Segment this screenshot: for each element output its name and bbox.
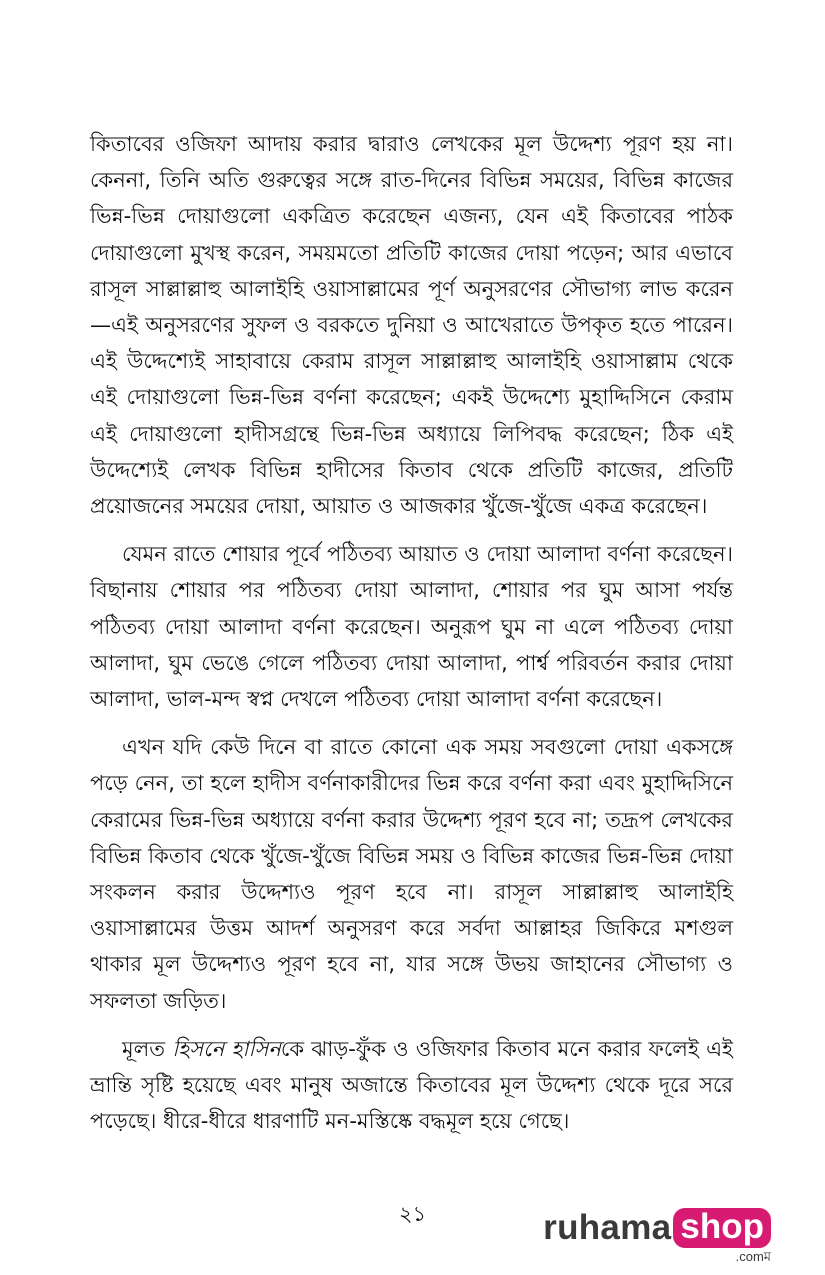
paragraph-1 [90,126,733,524]
brand-box: shop [673,1208,771,1248]
brand-watermark [543,1207,771,1264]
paragraph-3 [90,729,733,1019]
paragraph-1-text: কিতাবের ওজিফা আদায় করার দ্বারাও লেখকের মূল উদ্দেশ্য পূরণ হয় না। কেননা, তিনি অতি গুরুত্বের সঙ্গে রাত-দিনের বিভিন্ন সময়ের, বিভিন্ন কাজের ভিন্ন-ভিন্ন দোয়াগুলো একত্রিত করেছেন এজন্য, যেন এই কিতাবের পাঠক দোয়াগুলো মুখস্থ করেন, সময়মতো প্রতিটি কাজের দোয়া পড়েন; আর এভাবে রাসূল সাল্লাল্লাহু আলাইহি ওয়াসাল্লামের পূর্ণ অনুসরণের সৌভাগ্য লাভ করেন—এই অনুসরণের সুফল ও বরকতে দুনিয়া ও আখেরাতে উপকৃত হতে পারেন। এই উদ্দেশ্যেই সাহাবায়ে কেরাম রাসূল সাল্লাল্লাহু আলাইহি ওয়াসাল্লাম থেকে এই দোয়াগুলো ভিন্ন-ভিন্ন বর্ণনা করেছেন; একই উদ্দেশ্যে মুহাদ্দিসিনে কেরাম এই দোয়াগুলো হাদীসগ্রন্থে ভিন্ন-ভিন্ন অধ্যায়ে লিপিবদ্ধ করেছেন; ঠিক এই উদ্দেশ্যেই লেখক বিভিন্ন হাদীসের কিতাব থেকে প্রতিটি কাজের, প্রতিটি প্রয়োজনের সময়ের দোয়া, আয়াত ও আজকার খুঁজে-খুঁজে একত্র করেছেন। [90,132,733,519]
book-title-italic: হিসনে হাসিন [172,1036,281,1061]
body-text [90,126,733,1139]
brand-domain: .comম [735,1249,771,1264]
page-number: ২১ [398,1202,427,1226]
paragraph-4 [90,1031,733,1140]
paragraph-4-text-end: কে ঝাড়-ফুঁক ও ওজিফার কিতাব মনে করার ফলেই এই ভ্রান্তি সৃষ্টি হয়েছে এবং মানুষ অজান্তে কিতাবের মূল উদ্দেশ্য থেকে দূরে সরে পড়েছে। ধীরে-ধীরে ধারণাটি মন-মস্তিষ্কে বদ্ধমূল হয়ে গেছে। [90,1036,733,1134]
paragraph-4-text-start: মূলত [122,1036,173,1061]
brand-box-wrap [673,1207,771,1264]
brand-name: ruhama [543,1208,672,1247]
paragraph-3-text: এখন যদি কেউ দিনে বা রাতে কোনো এক সময় সবগুলো দোয়া একসঙ্গে পড়ে নেন, তা হলে হাদীস বর্ণনাকারীদের ভিন্ন করে বর্ণনা করা এবং মুহাদ্দিসিনে কেরামের ভিন্ন-ভিন্ন অধ্যায়ে বর্ণনা করার উদ্দেশ্য পূরণ হবে না; তদ্রূপ লেখকের বিভিন্ন কিতাব থেকে খুঁজে-খুঁজে বিভিন্ন সময় ও বিভিন্ন কাজের ভিন্ন-ভিন্ন দোয়া সংকলন করার উদ্দেশ্যও পূরণ হবে না। রাসূল সাল্লাল্লাহু আলাইহি ওয়াসাল্লামের উত্তম আদর্শ অনুসরণ করে সর্বদা আল্লাহর জিকিরে মশগুল থাকার মূল উদ্দেশ্যও পূরণ হবে না, যার সঙ্গে উভয় জাহানের সৌভাগ্য ও সফলতা জড়িত। [90,735,733,1013]
paragraph-2-text: যেমন রাতে শোয়ার পূর্বে পঠিতব্য আয়াত ও দোয়া আলাদা বর্ণনা করেছেন। বিছানায় শোয়ার পর পঠিতব্য দোয়া আলাদা, শোয়ার পর ঘুম আসা পর্যন্ত পঠিতব্য দোয়া আলাদা বর্ণনা করেছেন। অনুরূপ ঘুম না এলে পঠিতব্য দোয়া আলাদা, ঘুম ভেঙে গেলে পঠিতব্য দোয়া আলাদা, পার্শ্ব পরিবর্তন করার দোয়া আলাদা, ভাল-মন্দ স্বপ্ন দেখলে পঠিতব্য দোয়া আলাদা বর্ণনা করেছেন। [90,542,733,712]
paragraph-2 [90,536,733,717]
